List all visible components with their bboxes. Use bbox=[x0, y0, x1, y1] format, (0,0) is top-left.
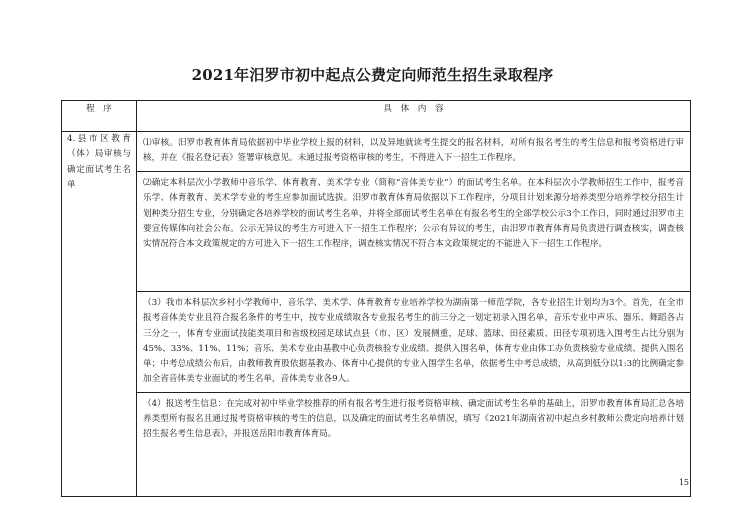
content-item-quota: （3）我市本科层次乡村小学教师中，音乐学、美术学、体育教育专业培养学校为湖南第一师范学院，各专业招生计划均为3个。首先，在全市报考音体美专业且符合报名条件的考生中，按专业成绩取各专业报名考生的前三分之一划定初录入围名单，音乐专业中声乐、器乐、舞蹈各占三分之一，体育专业面试技能类项目和省级校园足球试点县（市、区）发展侧重，足球、篮球、田径素质、田径专项初选入围考生占比分别为45%、33%、11%、11%；音乐、美术专业由基教中心负责核验专业成绩、提供入围名单，体育专业由体工办负责核验专业成绩、提供入围名单；中考总成绩公布后，由教师教育股依据基教办、体育中心提供的专业入围学生名单，依据考生中考总成绩，从高到低分以1:3的比例确定参加全省音体美专业面试的考生名单，音体美专业各9人。 bbox=[137, 292, 691, 393]
header-procedure: 程 序 bbox=[62, 101, 137, 132]
procedure-table bbox=[61, 100, 691, 497]
page-title: 2021年汨罗市初中起点公费定向师范生招生录取程序 bbox=[191, 66, 554, 84]
content-item-interview-list: ⑵确定本科层次小学教师中音乐学、体育教育、美术学专业（简称“音体美专业”）的面试考生名单。在本科层次小学教师招生工作中，报考音乐学、体育教育、美术学专业的考生应参加面试选拔。汨罗市教育体育局依据以下工作程序，分项目计划来源分培养类型分培养学校分招生计划种类分招生专业，分别确定各培养学校的面试考生名单，并将全部面试考生名单在有报名考生的全部学校公示3个工作日，同时通过汨罗市主要宣传媒体向社会公布。公示无异议的考生方可进入下一招生工作程序；公示有异议的考生，由汨罗市教育体育局负责进行调查核实，调查核实情况符合本文政策规定的方可进入下一招生工作程序，调查核实情况不符合本文政策规定的不能进入下一招生工作程序。 bbox=[137, 172, 691, 292]
table-header-row bbox=[62, 101, 691, 132]
table-row bbox=[62, 132, 691, 172]
table-row bbox=[62, 172, 691, 292]
page-number: 15 bbox=[678, 478, 689, 487]
content-item-submit-info: （4）报送考生信息：在完成对初中毕业学校推荐的所有报名考生进行报考资格审核、确定面试考生名单的基础上，汨罗市教育体育局汇总各培养类型所有报名且通过报考资格审核的考生的信息，以及确定的面试考生名单情况，填写《2021年湖南省初中起点乡村教师公费定向培养计划招生报名考生信息表》，并报送岳阳市教育体育局。 bbox=[137, 392, 691, 496]
table-row bbox=[62, 392, 691, 496]
header-content: 具 体 内 容 bbox=[137, 101, 691, 132]
content-item-review: ⑴审核。汨罗市教育体育局依据初中毕业学校上报的材料，以及异地就读考生提交的报名材料，对所有报名考生的考生信息和报考资格进行审核，并在《报名登记表》签署审核意见。未通过报考资格审核的考生，不得进入下一招生工作程序。 bbox=[137, 132, 691, 172]
table-row bbox=[62, 292, 691, 393]
procedure-step-label: 4.县市区教育（体）局审核与确定面试考生名单 bbox=[62, 132, 137, 497]
